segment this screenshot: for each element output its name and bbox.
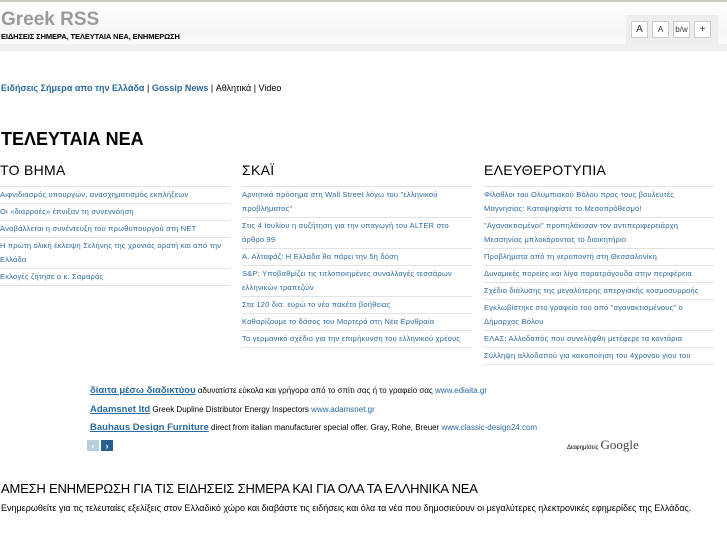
add-button[interactable]: + <box>694 21 711 38</box>
nav-video[interactable]: Video <box>258 83 282 93</box>
chevron-right-icon[interactable]: › <box>101 440 113 451</box>
ad-text: αδυνατίστε εύκολα και γρήγορα από το σπίτι σας ή το γραφείο σας <box>197 386 433 395</box>
news-link[interactable]: Το γερμανικό σχέδιο για την επιμήκυνση του ελληνικού χρέους <box>242 331 472 348</box>
bottom-heading: ΑΜΕΣΗ ΕΝΗΜΕΡΩΣΗ ΓΙΑ ΤΙΣ ΕΙΔΗΣΕΙΣ ΣΗΜΕΡΑ ΚΑΙ ΓΙΑ ΟΛΑ ΤΑ ΕΛΛΗΝΙΚΑ ΝΕΑ <box>1 481 478 496</box>
news-link[interactable]: Η πρώτη ολική έκλειψη Σελήνης της χρονιάς ορατή και από την Ελλάδα <box>0 238 230 269</box>
bottom-description: Ενημερωθείτε για τις τελευταίες εξελίξεις στον Ελλαδικό χώρο και διαβάστε τις ειδήσεις και όλα τα νέα που δημοσιεύουν οι μεγαλύτερες ηλεκτρονικές εφημερίδες της Ελλάδας. <box>1 503 692 513</box>
ad-title-link[interactable]: Bauhaus Design Furniture <box>90 422 209 433</box>
news-list <box>484 186 714 365</box>
ad-title-link[interactable]: δίαιτα μέσω διαδικτύου <box>90 385 196 396</box>
nav-gossip-news[interactable]: Gossip News <box>151 83 209 93</box>
nav-separator: | <box>208 83 216 93</box>
ad-url[interactable]: www.ediaita.gr <box>435 386 488 395</box>
news-link[interactable]: Εκλογές ζήτησε ο κ. Σαμαράς <box>0 269 230 286</box>
news-link[interactable]: Αναβάλλεται η συνέντευξη του πρωθυπουργού στη ΝΕΤ <box>0 221 230 238</box>
ad-item <box>90 404 537 423</box>
news-link[interactable]: Στις 4 Ιουλίου η συζήτηση για την υπαγωγή του ALTER στο άρθρο 99 <box>242 218 472 249</box>
main-nav <box>1 83 281 93</box>
column-eleftherotypia <box>484 162 714 365</box>
news-list <box>242 186 472 348</box>
latest-news-heading: ΤΕΛΕΥΤΑΙΑ ΝΕΑ <box>1 129 144 149</box>
news-link[interactable]: Σχέδιο διάλυσης της μεγαλύτερης απεργιακής κοσμοσυρροής <box>484 283 714 300</box>
news-link[interactable]: S&P: Υποβαθμίζει τις τιτλοποιημένες συναλλαγές τεσσάρων ελληνικών τραπεζών <box>242 266 472 297</box>
news-link[interactable]: Καθαρίζουμε το δάσος του Μορτερό στη Νέα Ερυθραία <box>242 314 472 331</box>
news-link[interactable]: Εγκλωβίστηκε στο γραφείο του από "αγανακτισμένους" ο Δήμαρχος Βόλου <box>484 300 714 331</box>
ads-label: Διαφημίσεις <box>567 445 599 451</box>
site-tagline: ΕΙΔΗΣΕΙΣ ΣΗΜΕΡΑ, ΤΕΛΕΥΤΑΙΑ ΝΕΑ, ΕΝΗΜΕΡΩΣΗ <box>1 32 180 41</box>
news-link[interactable]: Στα 120 δισ. ευρώ το νέο πακέτο βοήθειας <box>242 297 472 314</box>
accessibility-toolbar <box>626 15 718 45</box>
font-smaller-button[interactable]: A <box>652 21 669 38</box>
ad-item <box>90 385 537 404</box>
site-title[interactable]: Greek RSS <box>1 9 100 30</box>
ad-text: Greek Dupline Distributor Energy Inspectors <box>152 404 309 414</box>
news-link[interactable]: Φίλαθλοι του Ολυμπιακού Βόλου προς τους βουλευτές Μαγνησίας: Καταψηφίστε το Μεσοπρόθεσμο! <box>484 187 714 218</box>
news-link[interactable]: Αρνητικά πρόσημα στη Wall Street λόγω του "ελληνικού προβλήματος" <box>242 187 472 218</box>
news-link[interactable]: Α. Αλταφάζ: Η Ελλάδα θα πάρει την 5η δόση <box>242 249 472 266</box>
news-link[interactable]: ΕΛΑΣ: Αλλοδαπός που συνελήφθη μετέφερε τα κοντάρια <box>484 331 714 348</box>
nav-separator: | <box>144 83 152 93</box>
nav-separator: | <box>251 83 259 93</box>
ad-url[interactable]: www.adamsnet.gr <box>311 404 375 414</box>
news-link[interactable]: "Αγανακτισμένοι" προπηλάκισαν τον αντιπεριφερειάρχη Μεσσηνίας μπλοκάροντας το διοικητήριο <box>484 218 714 249</box>
news-link[interactable]: Αιφνιδιασμός υπουργών, ανασχηματισμός εκπλήξεων <box>0 187 230 204</box>
news-link[interactable]: Σύλληψη αλλοδαπού για κακοποίηση του 4χρονου γιου του <box>484 348 714 365</box>
column-title: ΤΟ ΒΗΜΑ <box>0 162 66 178</box>
google-logo: Google <box>600 437 639 452</box>
google-ads <box>90 385 537 441</box>
chevron-left-icon[interactable]: ‹ <box>87 440 99 451</box>
header <box>0 2 727 50</box>
news-link[interactable]: Οι «διαρροές» έπνιξαν τη συνεννόηση <box>0 204 230 221</box>
ads-by-google[interactable] <box>567 437 639 453</box>
font-larger-button[interactable]: A <box>631 21 648 38</box>
bw-contrast-button[interactable]: b/w <box>673 21 690 38</box>
ad-pager <box>87 440 113 451</box>
news-link[interactable]: Προβλήματα από τη νεροποντή στη Θεσσαλονίκη <box>484 249 714 266</box>
column-skai <box>242 162 472 348</box>
news-link[interactable]: Δυναμικές πορείες και λίγα παρατράγουδα στην περιφέρεια <box>484 266 714 283</box>
nav-sports[interactable]: Αθλητικά <box>215 83 252 93</box>
news-list <box>0 186 230 286</box>
ad-title-link[interactable]: Adamsnet ltd <box>90 403 151 415</box>
column-title: ΕΛΕΥΘΕΡΟΤΥΠΙΑ <box>484 162 607 178</box>
ad-item <box>90 422 537 441</box>
ad-url[interactable]: www.classic-design24.com <box>441 423 538 432</box>
ad-text: direct from italian manufacturer special offer. Gray, Rohe, Breuer <box>211 423 440 432</box>
header-band <box>0 44 727 51</box>
column-to-vima <box>0 162 230 286</box>
nav-news-today[interactable]: Ειδήσεις Σήμερα απο την Ελλάδα <box>1 83 145 93</box>
column-title: ΣΚΑΪ <box>242 162 275 178</box>
